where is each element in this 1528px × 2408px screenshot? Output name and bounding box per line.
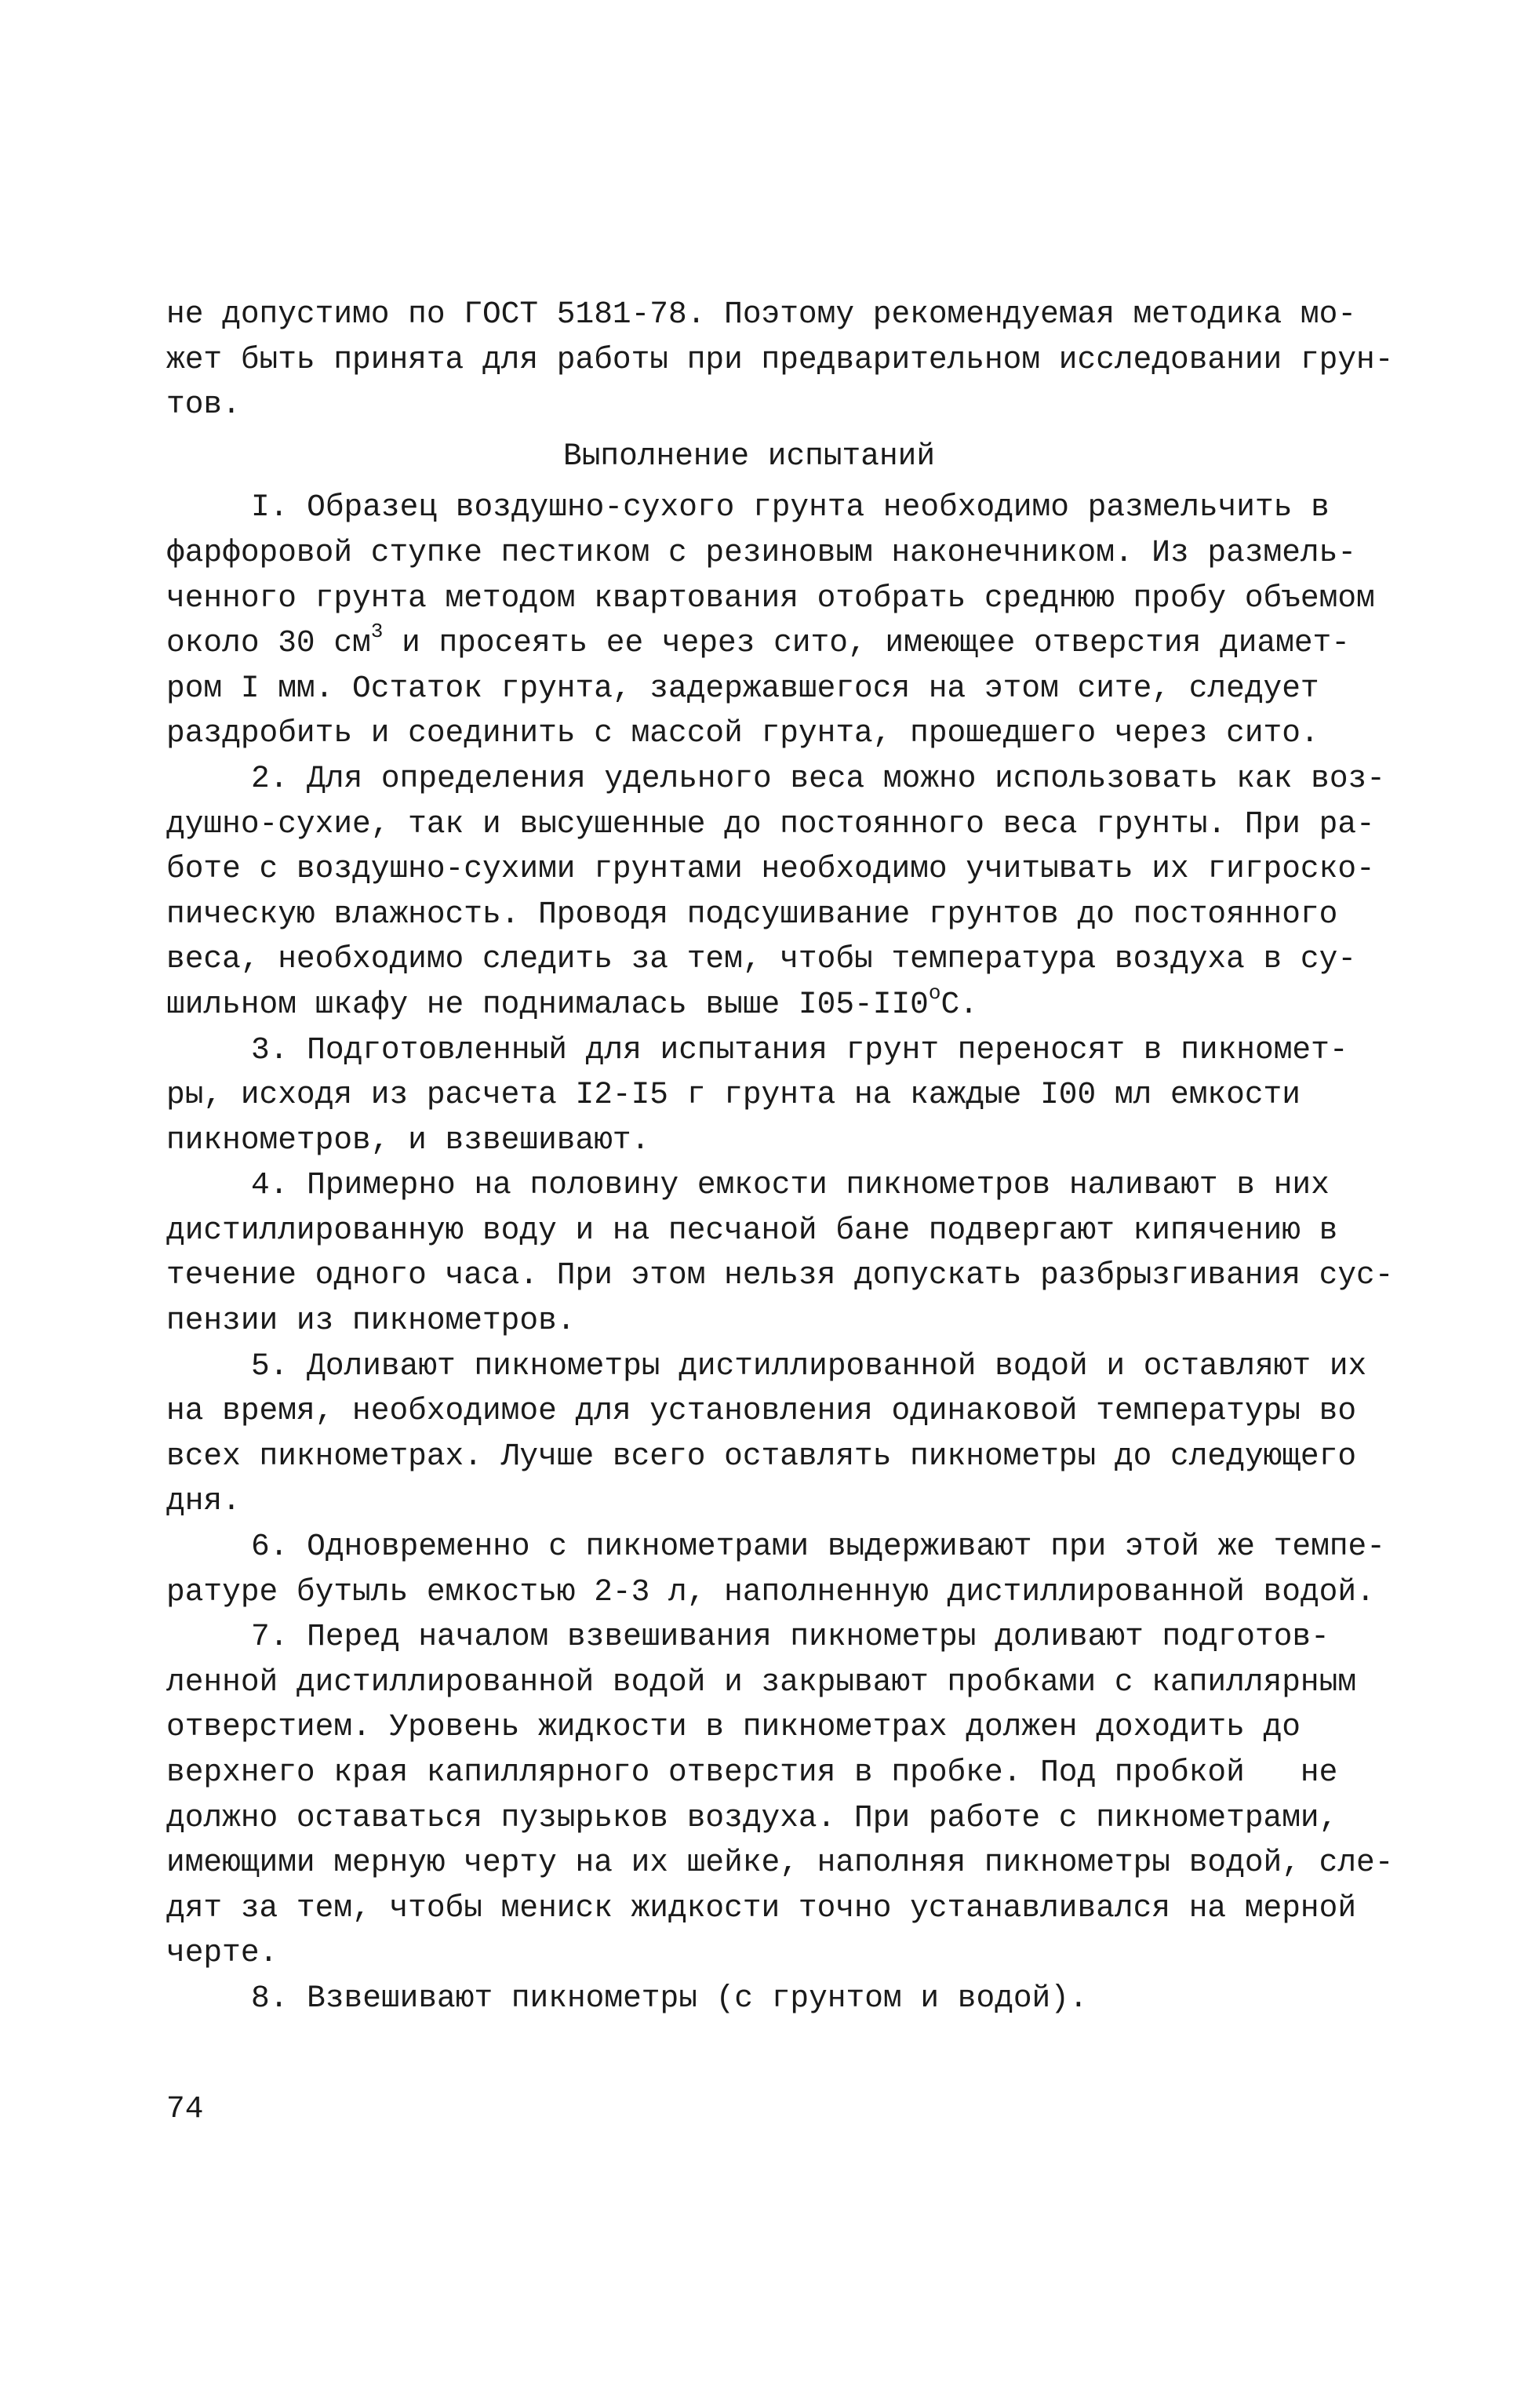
text-line: всех пикнометрах. Лучше всего оставлять пикнометры до следующего: [166, 1438, 1357, 1474]
text-line: 5. Доливают пикнометры дистиллированной водой и оставляют их: [251, 1348, 1367, 1384]
text-line: раздробить и соединить с массой грунта, прошедшего через сито.: [166, 715, 1319, 751]
text-line: имеющими мерную черту на их шейке, наполняя пикнометры водой, сле-: [166, 1845, 1394, 1881]
page-number: 74: [166, 2091, 204, 2126]
list-item-5: [166, 1344, 1366, 1524]
text-fragment: С.: [940, 986, 978, 1022]
text-line: жет быть принята для работы при предварительном исследовании грун-: [166, 341, 1394, 377]
text-line: душно-сухие, так и высушенные до постоянного веса грунты. При ра-: [166, 806, 1375, 842]
list-item-2: [166, 756, 1385, 1028]
list-item-1: [166, 485, 1375, 756]
text-line: пическую влажность. Проводя подсушивание грунтов до постоянного: [166, 896, 1338, 932]
intro-paragraph: [166, 292, 1394, 427]
superscript: 3: [370, 620, 384, 643]
text-line: 3. Подготовленный для испытания грунт переносят в пикномет-: [251, 1031, 1348, 1068]
text-line: дят за тем, чтобы мениск жидкости точно устанавливался на мерной: [166, 1890, 1357, 1926]
superscript: о: [928, 980, 941, 1005]
text-line: на время, необходимое для установления одинаковой температуры во: [166, 1393, 1357, 1429]
text-line: дня.: [166, 1483, 241, 1519]
text-line: 2. Для определения удельного веса можно использовать как воз-: [251, 760, 1385, 796]
text-fragment: и просеять ее через сито, имеющее отверстия диамет-: [383, 625, 1350, 661]
text-line: дистиллированную воду и на песчаной бане подвергают кипячению в: [166, 1212, 1338, 1248]
text-line: должно оставаться пузырьков воздуха. При работе с пикнометрами,: [166, 1799, 1338, 1835]
text-line: пикнометров, и взвешивают.: [166, 1122, 650, 1158]
section-heading: Выполнение испытаний: [563, 438, 936, 474]
text-line: 6. Одновременно с пикнометрами выдерживают при этой же темпе-: [251, 1529, 1385, 1565]
text-line: 8. Взвешивают пикнометры (с грунтом и водой).: [251, 1980, 1088, 2016]
list-item-6: [166, 1524, 1385, 1614]
text-fragment: шильном шкафу не поднималась выше I05-II0: [166, 986, 929, 1022]
text-line: 4. Примерно на половину емкости пикнометров наливают в них: [251, 1167, 1330, 1203]
text-line: фарфоровой ступке пестиком с резиновым наконечником. Из размель-: [166, 534, 1357, 570]
text-line: 7. Перед началом взвешивания пикнометры доливают подготов-: [251, 1619, 1330, 1655]
list-item-8: [166, 1976, 1366, 2021]
text-line: тов.: [166, 387, 241, 423]
text-line: I. Образец воздушно-сухого грунта необходимо размельчить в: [251, 489, 1330, 526]
text-line: ченного грунта методом квартования отобрать среднюю пробу объемом: [166, 580, 1375, 616]
text-line: ром I мм. Остаток грунта, задержавшегося на этом сите, следует: [166, 670, 1319, 706]
text-line: верхнего края капиллярного отверстия в пробке. Под пробкой не: [166, 1755, 1338, 1790]
list-item-3: [166, 1028, 1366, 1163]
text-line: [166, 982, 1366, 1028]
text-line: веса, необходимо следить за тем, чтобы температура воздуха в су-: [166, 941, 1357, 977]
text-line: пензии из пикнометров.: [166, 1303, 576, 1339]
list-item-7: [166, 1614, 1394, 1976]
text-line: ленной дистиллированной водой и закрывают пробками с капиллярным: [166, 1664, 1357, 1700]
text-line: черте.: [166, 1935, 278, 1971]
text-fragment: около 30 см: [166, 625, 371, 661]
text-line: отверстием. Уровень жидкости в пикнометрах должен доходить до: [166, 1709, 1301, 1745]
text-line: [166, 620, 1366, 666]
text-line: течение одного часа. При этом нельзя допускать разбрызгивания сус-: [166, 1257, 1394, 1293]
text-line: боте с воздушно-сухими грунтами необходимо учитывать их гигроско-: [166, 851, 1375, 887]
page-body: [166, 292, 1394, 2021]
text-line: ры, исходя из расчета I2-I5 г грунта на каждые I00 мл емкости: [166, 1077, 1301, 1113]
text-line: ратуре бутыль емкостью 2-3 л, наполненную дистиллированной водой.: [166, 1573, 1375, 1610]
list-item-4: [166, 1162, 1394, 1343]
text-line: не допустимо по ГОСТ 5181-78. Поэтому рекомендуемая методика мо-: [166, 296, 1357, 332]
